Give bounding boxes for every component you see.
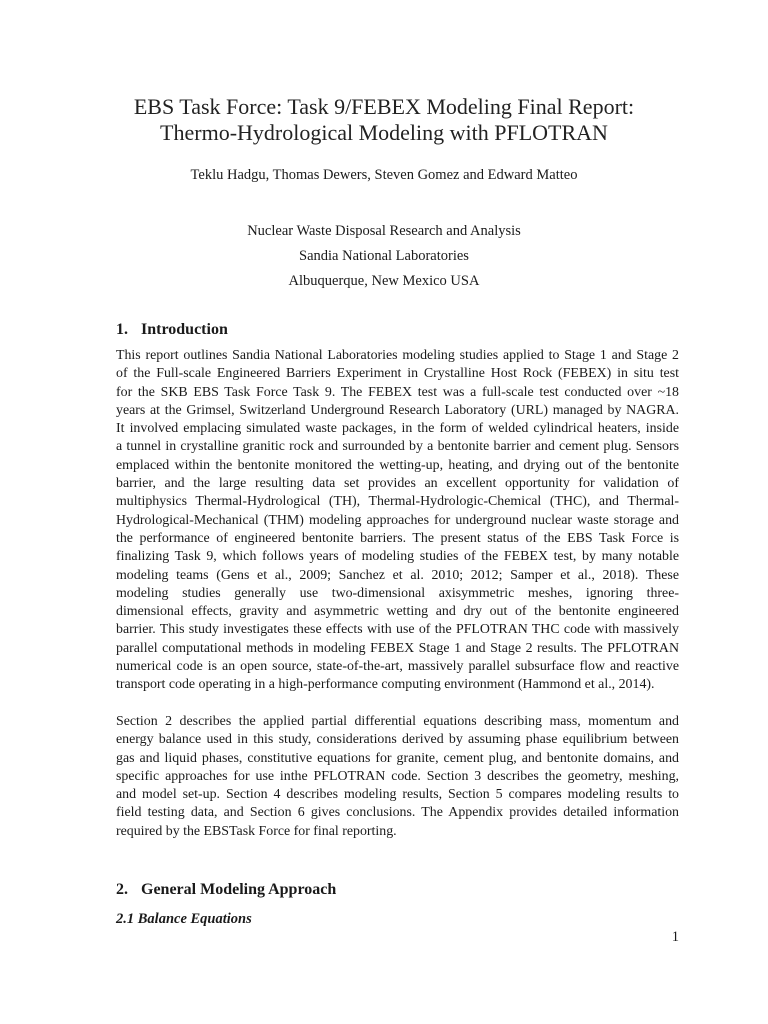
page-number: 1: [671, 929, 679, 945]
paragraph-line: a tunnel in crystalline granitic rock and surrounded by a bentonite barrier and cement plug. Sensors: [116, 439, 679, 455]
intro-paragraph-2: [116, 713, 679, 841]
section-title: Introduction: [141, 321, 228, 338]
paragraph-line: dimensional effects, gravity and asymmetric wetting and dry out of the bentonite engineered: [116, 604, 679, 620]
paragraph-line: modeling teams (Gens et al., 2009; Sanchez et al. 2010; 2012; Samper et al., 2018). These: [116, 567, 679, 583]
paragraph-line: Hydrological-Mechanical (THM) modeling approaches for underground nuclear waste storage and: [116, 512, 679, 528]
paragraph-line: for the SKB EBS Task Force Task 9. The FEBEX test was a full-scale test conducted over ~18: [116, 384, 679, 400]
section-number: 2.: [116, 881, 128, 898]
paragraph-line: finalizing Task 9, which follows years of modeling studies of the FEBEX test, by many notable: [116, 549, 679, 565]
document-title: [0, 94, 768, 146]
affiliation-line: Sandia National Laboratories: [299, 248, 469, 264]
paragraph-line: the performance of engineered bentonite barriers. The present status of the EBS Task Force is: [116, 530, 679, 546]
title-line-2: Thermo-Hydrological Modeling with PFLOTRAN: [160, 120, 608, 145]
section-1-heading: [116, 321, 228, 339]
paragraph-line: specific approaches for use inthe PFLOTRAN code. Section 3 describes the geometry, meshing,: [116, 768, 679, 784]
affiliation-line: Nuclear Waste Disposal Research and Analysis: [247, 223, 521, 239]
paragraph-line: years at the Grimsel, Switzerland Underground Research Laboratory (URL) managed by NAGRA.: [116, 402, 679, 418]
paragraph-line: gas and liquid phases, constitutive equations for granite, cement plug, and bentonite domains, and: [116, 750, 679, 766]
section-number: 1.: [116, 321, 128, 338]
paragraph-line: parallel computational methods in modeling FEBEX Stage 1 and Stage 2 results. The PFLOTRAN: [116, 640, 679, 656]
paragraph-line: barrier. This study investigates these effects with use of the PFLOTRAN THC code with massively: [116, 622, 679, 638]
section-title: General Modeling Approach: [141, 881, 337, 898]
paragraph-line: energy balance used in this study, considerations derived by assuming phase equilibrium between: [116, 732, 679, 748]
paragraph-line: Section 2 describes the applied partial differential equations describing mass, momentum and: [116, 714, 679, 729]
paragraph-line: It involved emplacing simulated waste packages, in the form of welded cylindrical heaters, inside: [116, 421, 679, 437]
paragraph-line: modeling studies generally use two-dimensional axisymmetric meshes, ignoring three-: [116, 585, 679, 601]
subsection-heading: 2.1 Balance Equations: [116, 911, 252, 927]
paragraph-line: numerical code is an open source, state-of-the-art, massively parallel subsurface flow and reactive: [116, 659, 679, 675]
title-line-1: EBS Task Force: Task 9/FEBEX Modeling Final Report:: [133, 94, 635, 119]
paragraph-line: of the Full-scale Engineered Barriers Experiment in Crystalline Host Rock (FEBEX) in situ test: [116, 366, 679, 382]
paragraph-line: transport code operating in a high-performance computing environment (Hammond et al., 2014).: [116, 677, 655, 693]
affiliation-line: Albuquerque, New Mexico USA: [288, 273, 480, 289]
paragraph-line: field testing data, and Section 6 gives conclusions. The Appendix provides detailed information: [116, 805, 679, 821]
paragraph-line: and model set-up. Section 4 describes modeling results, Section 5 compares modeling results to: [116, 787, 679, 803]
intro-paragraph-1: [116, 347, 679, 695]
paragraph-line: emplaced within the bentonite monitored the wetting-up, heating, and drying out of the bentonite: [116, 457, 679, 473]
section-2-heading: [116, 881, 336, 899]
affiliation-block: [0, 219, 768, 294]
paragraph-line: This report outlines Sandia National Laboratories modeling studies applied to Stage 1 and Stage 2: [116, 348, 679, 363]
author-list: Teklu Hadgu, Thomas Dewers, Steven Gomez and Edward Matteo: [190, 167, 578, 183]
paragraph-line: required by the EBSTask Force for final reporting.: [116, 823, 397, 839]
paragraph-line: multiphysics Thermal-Hydrological (TH), Thermal-Hydrologic-Chemical (THC), and Thermal-: [116, 494, 679, 510]
paragraph-line: barrier, and the large resulting data set provides an excellent opportunity for validation of: [116, 476, 679, 492]
